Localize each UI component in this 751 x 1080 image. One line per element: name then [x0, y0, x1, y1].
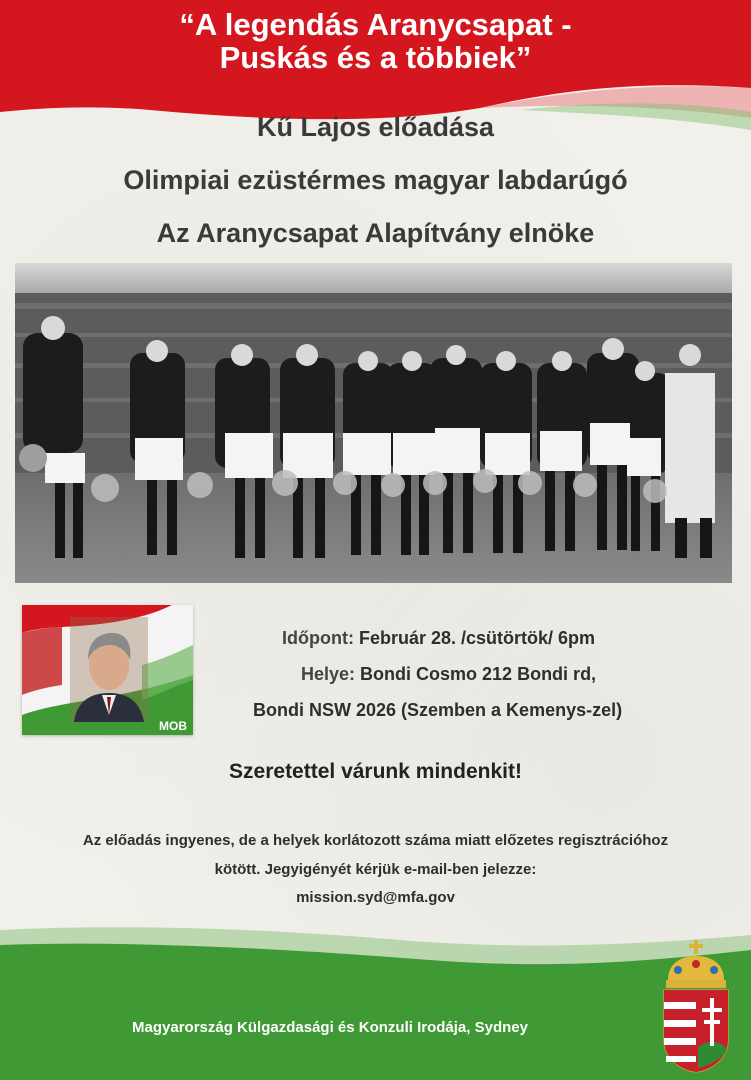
event-place-line-2: Bondi NSW 2026 (Szemben a Kemenys-zel) [253, 700, 623, 720]
event-title-line-2: Puskás és a többiek” [219, 40, 532, 75]
lecturer-portrait [22, 605, 193, 735]
event-time-value: Február 28. /csütörtök/ 6pm [358, 628, 596, 648]
event-place-label: Helye: [301, 664, 356, 684]
event-time [282, 628, 595, 649]
lecturer-line: Kű Lajos előadása [256, 112, 495, 142]
welcome-message: Szeretettel várunk mindenkit! [229, 760, 522, 783]
event-place-value: Bondi Cosmo 212 Bondi rd, [360, 664, 597, 684]
footer-band [0, 920, 751, 1080]
event-title-line-1: “A legendás Aranycsapat - [179, 7, 572, 42]
team-photo [15, 263, 732, 583]
mob-badge: MOB [159, 719, 187, 733]
lecturer-role-line: Az Aranycsapat Alapítvány elnöke [156, 218, 595, 248]
event-place [301, 664, 596, 685]
registration-note-line-2: kötött. Jegyigényét kérjük e-mail-ben jelezze: [214, 861, 537, 878]
lecturer-title-line: Olimpiai ezüstérmes magyar labdarúgó [123, 165, 628, 195]
organization-name: Magyarország Külgazdasági és Konzuli Irodája, Sydney [132, 1019, 528, 1036]
event-title [0, 8, 751, 74]
contact-email[interactable]: mission.syd@mfa.gov [296, 889, 455, 906]
hungarian-coat-of-arms [660, 940, 732, 1074]
registration-note-line-1: Az előadás ingyenes, de a helyek korlátozott száma miatt előzetes regisztrációhoz [82, 832, 669, 849]
event-time-label: Időpont: [282, 628, 354, 648]
